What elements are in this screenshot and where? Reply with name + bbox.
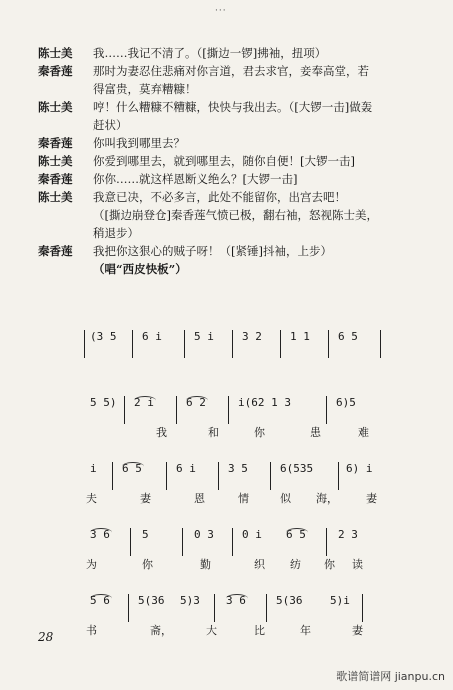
- note-group: i: [90, 462, 97, 475]
- barline: [128, 594, 129, 622]
- barline: [112, 462, 113, 490]
- note-group: 6 5: [122, 462, 142, 475]
- lyric: 和: [208, 426, 219, 439]
- note-group: 3 2: [242, 330, 262, 343]
- lyric: 海，: [316, 492, 338, 505]
- dialogue-line: [0, 62, 453, 80]
- stage-direction: [0, 206, 453, 224]
- note-group: 5 i: [194, 330, 214, 343]
- barline: [232, 330, 233, 358]
- lyric: 夫: [86, 492, 97, 505]
- lyric: 你: [324, 558, 335, 571]
- lyric: 织: [254, 558, 265, 571]
- note-group: 5 6: [90, 594, 110, 607]
- lyric: 难: [358, 426, 369, 439]
- barline: [270, 462, 271, 490]
- lyric: 读: [352, 558, 363, 571]
- score-system: [0, 384, 453, 450]
- watermark-text: 歌谱简谱网 jianpu.cn: [336, 670, 445, 683]
- barline: [84, 330, 85, 358]
- speaker: 秦香莲: [38, 172, 73, 186]
- dialogue-text: （[撕边崩登仓]秦香莲气愤已极，翻右袖，怒视陈士美，: [93, 208, 378, 222]
- score-system: [0, 582, 453, 648]
- score-system: [0, 516, 453, 582]
- lyric: 妻: [366, 492, 377, 505]
- aria-marking: [0, 260, 453, 278]
- lyric: 患: [310, 426, 321, 439]
- lyric: 似: [280, 492, 291, 505]
- barline: [232, 528, 233, 556]
- lyric: 我: [156, 426, 167, 439]
- barline: [124, 396, 125, 424]
- jianpu-score: [0, 318, 453, 648]
- barline: [130, 528, 131, 556]
- barline: [280, 330, 281, 358]
- dialogue-text: 哼！什么糟糠不糟糠，快快与我出去。（[大锣一击]做轰: [93, 100, 373, 114]
- lyric: 妻: [140, 492, 151, 505]
- note-row: [90, 594, 415, 614]
- note-group: 6 2: [186, 396, 206, 409]
- stage-direction: [0, 224, 453, 242]
- note-group: 0 i: [242, 528, 262, 541]
- score-system: [0, 450, 453, 516]
- lyric: 你: [254, 426, 265, 439]
- note-group: 3 6: [90, 528, 110, 541]
- dialogue-line: [0, 152, 453, 170]
- note-group: 6)5: [336, 396, 356, 409]
- lyric-row: [90, 424, 415, 440]
- lyric: 纺: [290, 558, 301, 571]
- barline: [184, 330, 185, 358]
- dialogue-text: 那时为妻忍住悲痛对你言道，君去求官，妾奉高堂，若: [93, 64, 369, 78]
- speaker: 陈士美: [38, 154, 73, 168]
- note-group: 6 i: [142, 330, 162, 343]
- note-group: 6 5: [338, 330, 358, 343]
- score-system: [0, 318, 453, 384]
- note-group: 5(36: [276, 594, 303, 607]
- lyric-row: [86, 622, 415, 638]
- barline: [166, 462, 167, 490]
- speaker: 陈士美: [38, 46, 73, 60]
- barline: [214, 594, 215, 622]
- note-row: [90, 528, 415, 548]
- dialogue-text: 你你……就这样恩断义绝么？[大锣一击]: [93, 172, 298, 186]
- note-group: 5)3: [180, 594, 200, 607]
- barline: [380, 330, 381, 358]
- dialogue-line: [0, 116, 453, 134]
- barline: [362, 594, 363, 622]
- barline: [182, 528, 183, 556]
- dialogue-text: 我……我记不清了。（[撕边一锣]拂袖，扭项）: [93, 46, 327, 60]
- note-group: i(62 1 3: [238, 396, 291, 409]
- dialogue-line: [0, 44, 453, 62]
- barline: [228, 396, 229, 424]
- lyric: 勤: [200, 558, 211, 571]
- note-group: (3 5: [90, 330, 117, 343]
- note-group: 6 5: [286, 528, 306, 541]
- lyric-row: [86, 490, 415, 506]
- note-group: 5)i: [330, 594, 350, 607]
- lyric: 恩: [194, 492, 205, 505]
- dialogue-text: 我把你这狠心的贼子呀！（[紧锤]抖袖，上步）: [93, 244, 332, 258]
- dialogue-line: [0, 98, 453, 116]
- dialogue-text: 赶状）: [93, 118, 128, 132]
- dialogue-line: [0, 134, 453, 152]
- speaker: 秦香莲: [38, 64, 73, 78]
- barline: [326, 396, 327, 424]
- note-group: 6 i: [176, 462, 196, 475]
- note-group: 5 5): [90, 396, 117, 409]
- barline: [266, 594, 267, 622]
- dialogue-line: [0, 170, 453, 188]
- dialogue-line: [0, 80, 453, 98]
- dialogue-text: 我意已决，不必多言，此处不能留你，出宫去吧！: [93, 190, 346, 204]
- dialogue-text: （唱“西皮快板”）: [93, 262, 187, 276]
- dialogue-text: 稍退步）: [93, 226, 139, 240]
- lyric: 大: [206, 624, 217, 637]
- note-group: 1 1: [290, 330, 310, 343]
- note-group: 3 5: [228, 462, 248, 475]
- note-group: 0 3: [194, 528, 214, 541]
- lyric: 为: [86, 558, 97, 571]
- dialogue-line: [0, 188, 453, 206]
- note-group: 2 i: [134, 396, 154, 409]
- header-mark: ···: [215, 6, 227, 16]
- lyric: 比: [254, 624, 265, 637]
- dialogue-text: 你叫我到哪里去？: [93, 136, 185, 150]
- lyric: 情: [238, 492, 249, 505]
- lyric: 年: [300, 624, 311, 637]
- note-group: 5: [142, 528, 149, 541]
- dialogue-text: 得富贵，莫弃糟糠！: [93, 82, 197, 96]
- note-group: 6(535: [280, 462, 314, 475]
- speaker: 秦香莲: [38, 244, 73, 258]
- page-number: 28: [38, 630, 54, 644]
- barline: [176, 396, 177, 424]
- dialogue-block: [0, 44, 453, 278]
- dialogue-text: 你爱到哪里去，就到哪里去，随你自便！[大锣一击]: [93, 154, 355, 168]
- note-group: 2 3: [338, 528, 358, 541]
- lyric: 斋，: [150, 624, 172, 637]
- lyric: 书: [86, 624, 97, 637]
- lyric: 妻: [352, 624, 363, 637]
- note-row: [90, 396, 415, 416]
- dialogue-line: [0, 242, 453, 260]
- barline: [338, 462, 339, 490]
- speaker: 陈士美: [38, 100, 73, 114]
- note-group: 6) i: [346, 462, 373, 475]
- barline: [132, 330, 133, 358]
- barline: [326, 528, 327, 556]
- note-row: [90, 330, 415, 350]
- note-group: 5(36: [138, 594, 165, 607]
- barline: [218, 462, 219, 490]
- note-group: 3 6: [226, 594, 246, 607]
- speaker: 陈士美: [38, 190, 73, 204]
- note-row: [90, 462, 415, 482]
- lyric-row: [86, 556, 415, 572]
- lyric: 你: [142, 558, 153, 571]
- barline: [328, 330, 329, 358]
- speaker: 秦香莲: [38, 136, 73, 150]
